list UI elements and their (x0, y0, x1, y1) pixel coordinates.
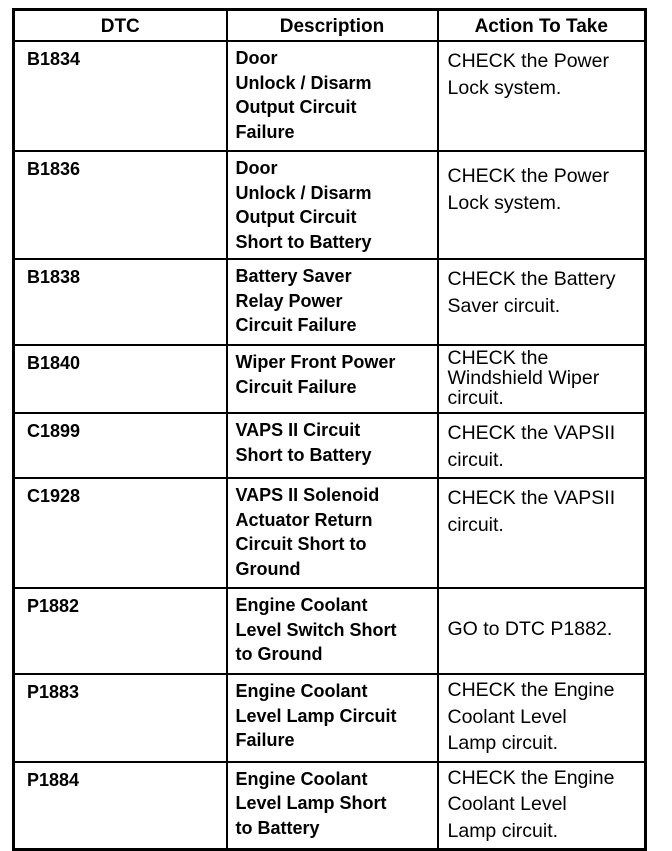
dtc-description-text: Door Unlock / Disarm Output Circuit Failure (235, 48, 372, 142)
dtc-action-text: CHECK the VAPSII circuit. (447, 422, 616, 471)
table-row (14, 762, 646, 850)
dtc-code (14, 478, 227, 588)
dtc-description (227, 345, 438, 413)
dtc-action (438, 345, 646, 413)
table-row (14, 345, 646, 413)
dtc-table (12, 8, 647, 851)
dtc-code (14, 674, 227, 762)
dtc-code-text: P1884 (27, 769, 80, 790)
dtc-description-text: Wiper Front Power Circuit Failure (235, 352, 396, 397)
dtc-action (438, 674, 646, 762)
dtc-code (14, 41, 227, 151)
dtc-action (438, 41, 646, 151)
table-row (14, 478, 646, 588)
dtc-action-text: CHECK the Engine Coolant Level Lamp circuit. (447, 766, 615, 842)
dtc-description (227, 762, 438, 850)
dtc-description (227, 674, 438, 762)
dtc-code-text: P1883 (27, 682, 80, 702)
dtc-action (438, 413, 646, 478)
dtc-action-text: CHECK the Engine Coolant Level Lamp circuit. (447, 679, 615, 754)
table-row (14, 259, 646, 345)
column-header-dtc: DTC (14, 10, 227, 42)
dtc-code (14, 151, 227, 259)
dtc-description (227, 259, 438, 345)
dtc-description-text: VAPS II Solenoid Actuator Return Circuit Short to Ground (235, 485, 380, 579)
dtc-action (438, 478, 646, 588)
dtc-code (14, 345, 227, 413)
dtc-description-text: Door Unlock / Disarm Output Circuit Short to Battery (235, 158, 372, 252)
dtc-code-text: P1882 (27, 596, 80, 616)
table-row (14, 674, 646, 762)
dtc-code-text: B1836 (27, 159, 81, 179)
dtc-action (438, 259, 646, 345)
dtc-code (14, 762, 227, 850)
dtc-description (227, 478, 438, 588)
dtc-description (227, 41, 438, 151)
column-header-description: Description (227, 10, 438, 42)
dtc-description-text: Engine Coolant Level Switch Short to Ground (235, 595, 397, 664)
dtc-action-text: CHECK the VAPSII circuit. (447, 487, 616, 536)
dtc-description-text: Engine Coolant Level Lamp Circuit Failure (235, 681, 397, 750)
dtc-action (438, 762, 646, 850)
dtc-description (227, 413, 438, 478)
dtc-description (227, 588, 438, 674)
table-row (14, 413, 646, 478)
dtc-code-text: C1899 (27, 421, 81, 441)
dtc-action-text: CHECK the Battery Saver circuit. (447, 268, 616, 317)
dtc-code (14, 413, 227, 478)
dtc-code-text: B1840 (27, 353, 81, 373)
dtc-code (14, 588, 227, 674)
table-header-row (14, 10, 646, 42)
dtc-action-text: CHECK the Power Lock system. (447, 50, 609, 99)
dtc-code-text: C1928 (27, 486, 81, 506)
dtc-description-text: Battery Saver Relay Power Circuit Failure (235, 266, 357, 335)
dtc-action-text: CHECK the Windshield Wiper circuit. (447, 347, 600, 409)
dtc-code-text: B1834 (27, 49, 81, 69)
table-row (14, 151, 646, 259)
dtc-action-text: CHECK the Power Lock system. (447, 165, 609, 214)
dtc-action (438, 151, 646, 259)
dtc-description-text: Engine Coolant Level Lamp Short to Battery (235, 768, 387, 838)
dtc-description (227, 151, 438, 259)
dtc-code-text: B1838 (27, 267, 81, 287)
dtc-action (438, 588, 646, 674)
dtc-document (12, 8, 647, 851)
column-header-action: Action To Take (438, 10, 646, 42)
dtc-code (14, 259, 227, 345)
dtc-action-text: GO to DTC P1882. (447, 617, 613, 640)
table-row (14, 588, 646, 674)
table-row (14, 41, 646, 151)
dtc-description-text: VAPS II Circuit Short to Battery (235, 420, 372, 465)
